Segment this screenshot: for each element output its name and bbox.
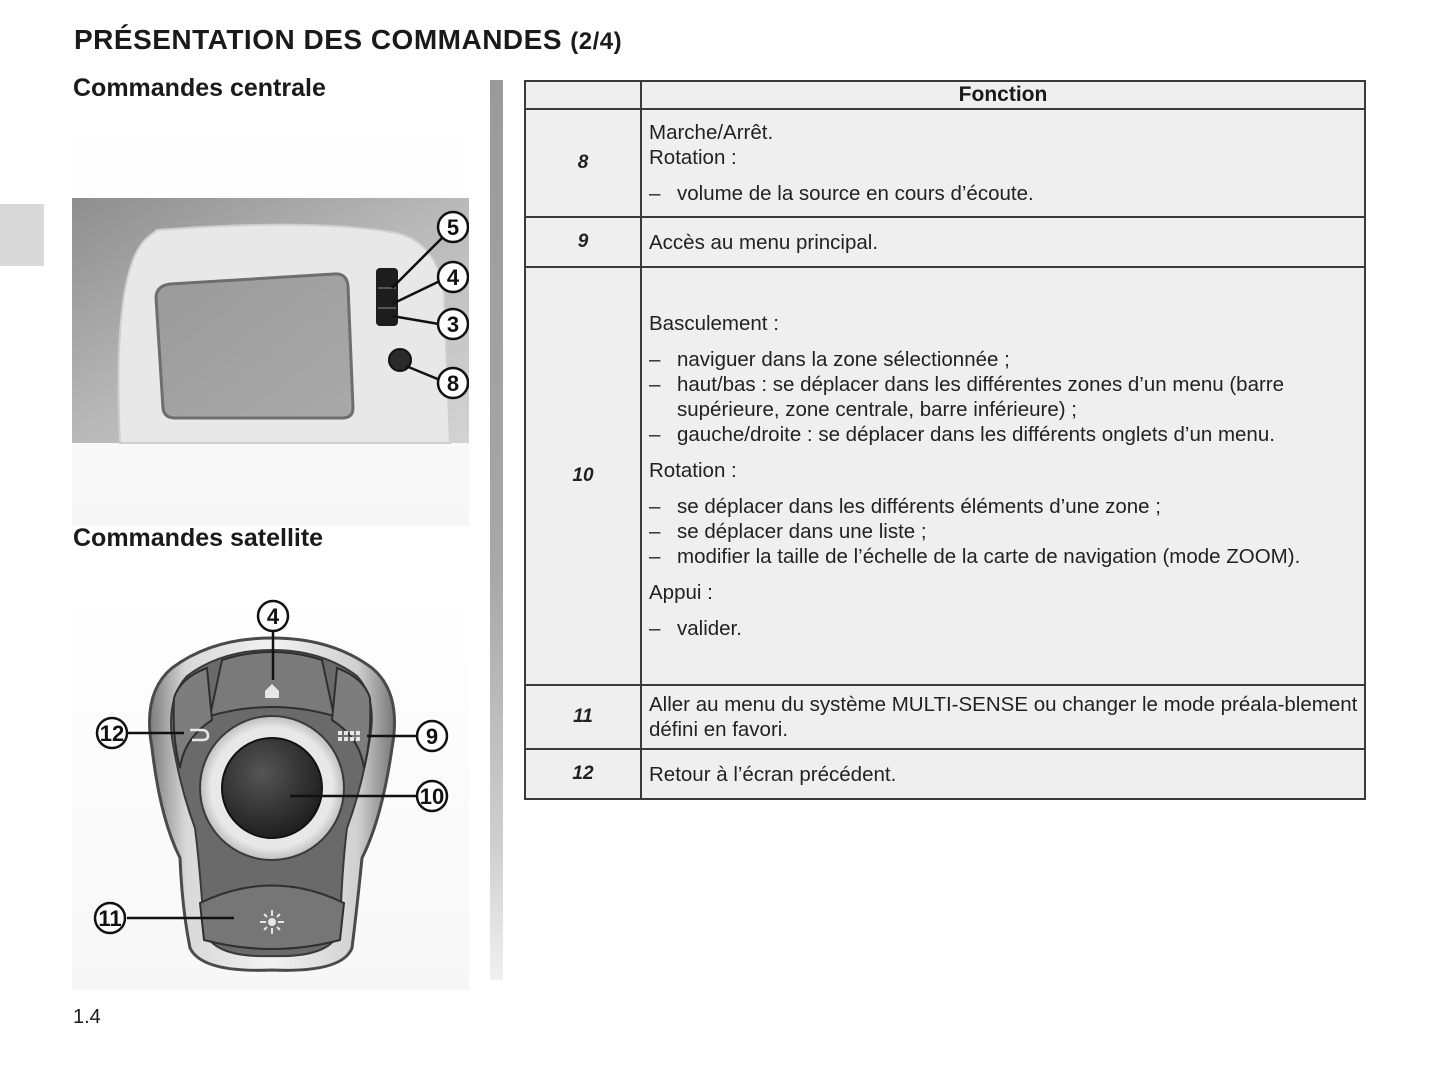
bullet-item: – modifier la taille de l’échelle de la carte de navigation (mode ZOOM). bbox=[649, 544, 1358, 569]
svg-text:10: 10 bbox=[419, 784, 445, 809]
callout-9 bbox=[417, 721, 447, 751]
row-number: 11 bbox=[525, 685, 641, 749]
section-title-central: Commandes centrale bbox=[73, 74, 326, 102]
callout-4 bbox=[438, 262, 468, 292]
row-description bbox=[641, 267, 1365, 685]
row-number: 12 bbox=[525, 749, 641, 799]
column-divider bbox=[490, 80, 503, 980]
bullet-list bbox=[649, 494, 1358, 569]
central-controls-photo bbox=[72, 118, 469, 526]
callout-10 bbox=[417, 781, 447, 811]
svg-text:9: 9 bbox=[425, 724, 439, 749]
bullet-item: – se déplacer dans les différents éléments d’une zone ; bbox=[649, 494, 1358, 519]
row-description bbox=[641, 109, 1365, 217]
header-function: Fonction bbox=[641, 81, 1365, 109]
page-number: 1.4 bbox=[73, 1006, 101, 1028]
bullet-item: – naviguer dans la zone sélectionnée ; bbox=[649, 347, 1358, 372]
callout-4 bbox=[258, 601, 288, 631]
callout-5 bbox=[438, 212, 468, 242]
group-label: Appui : bbox=[649, 581, 713, 604]
row-description: Aller au menu du système MULTI-SENSE ou changer le mode préala-blement défini en favori. bbox=[641, 685, 1365, 749]
svg-text:3: 3 bbox=[446, 312, 460, 337]
row-description: Accès au menu principal. bbox=[641, 217, 1365, 267]
chapter-side-tab bbox=[0, 204, 44, 266]
bullet-list bbox=[649, 347, 1358, 447]
svg-text:4: 4 bbox=[446, 265, 460, 290]
group-label: Basculement : bbox=[649, 312, 779, 335]
table-row bbox=[525, 685, 1365, 749]
table-header-row bbox=[525, 81, 1365, 109]
callout-12 bbox=[97, 718, 127, 748]
svg-text:4: 4 bbox=[266, 604, 280, 629]
bullet-item: – volume de la source en cours d’écoute. bbox=[649, 181, 1358, 206]
bullet-item: – haut/bas : se déplacer dans les différentes zones d’un menu (barre supérieure, zone centrale, barre inférieure) ; bbox=[649, 372, 1358, 422]
svg-text:8: 8 bbox=[446, 371, 460, 396]
table-row bbox=[525, 267, 1365, 685]
bullet-list bbox=[649, 181, 1358, 206]
bullet-item: – gauche/droite : se déplacer dans les différents onglets d’un menu. bbox=[649, 422, 1358, 447]
row-description: Retour à l’écran précédent. bbox=[641, 749, 1365, 799]
row-number: 10 bbox=[525, 267, 641, 685]
row-number: 9 bbox=[525, 217, 641, 267]
callout-3 bbox=[438, 309, 468, 339]
bullet-item: – se déplacer dans une liste ; bbox=[649, 519, 1358, 544]
function-table bbox=[524, 80, 1366, 800]
callout-8 bbox=[438, 368, 468, 398]
satellite-controls-photo bbox=[72, 588, 469, 990]
display-screen bbox=[156, 274, 353, 418]
row-line: Rotation : bbox=[649, 146, 737, 169]
header-number bbox=[525, 81, 641, 109]
table-row bbox=[525, 749, 1365, 799]
section-title-satellite: Commandes satellite bbox=[73, 524, 324, 552]
group-label: Rotation : bbox=[649, 459, 737, 482]
rotary-knob bbox=[222, 738, 322, 838]
table-row bbox=[525, 109, 1365, 217]
row-line: Marche/Arrêt. bbox=[649, 121, 774, 144]
svg-text:11: 11 bbox=[98, 906, 122, 931]
bullet-list bbox=[649, 616, 1358, 641]
row-number: 8 bbox=[525, 109, 641, 217]
callout-11 bbox=[95, 903, 125, 933]
bullet-item: – valider. bbox=[649, 616, 1358, 641]
svg-text:5: 5 bbox=[446, 215, 460, 240]
svg-text:12: 12 bbox=[99, 721, 125, 746]
page-title: PRÉSENTATION DES COMMANDES (2/4) bbox=[74, 24, 623, 55]
table-row bbox=[525, 217, 1365, 267]
